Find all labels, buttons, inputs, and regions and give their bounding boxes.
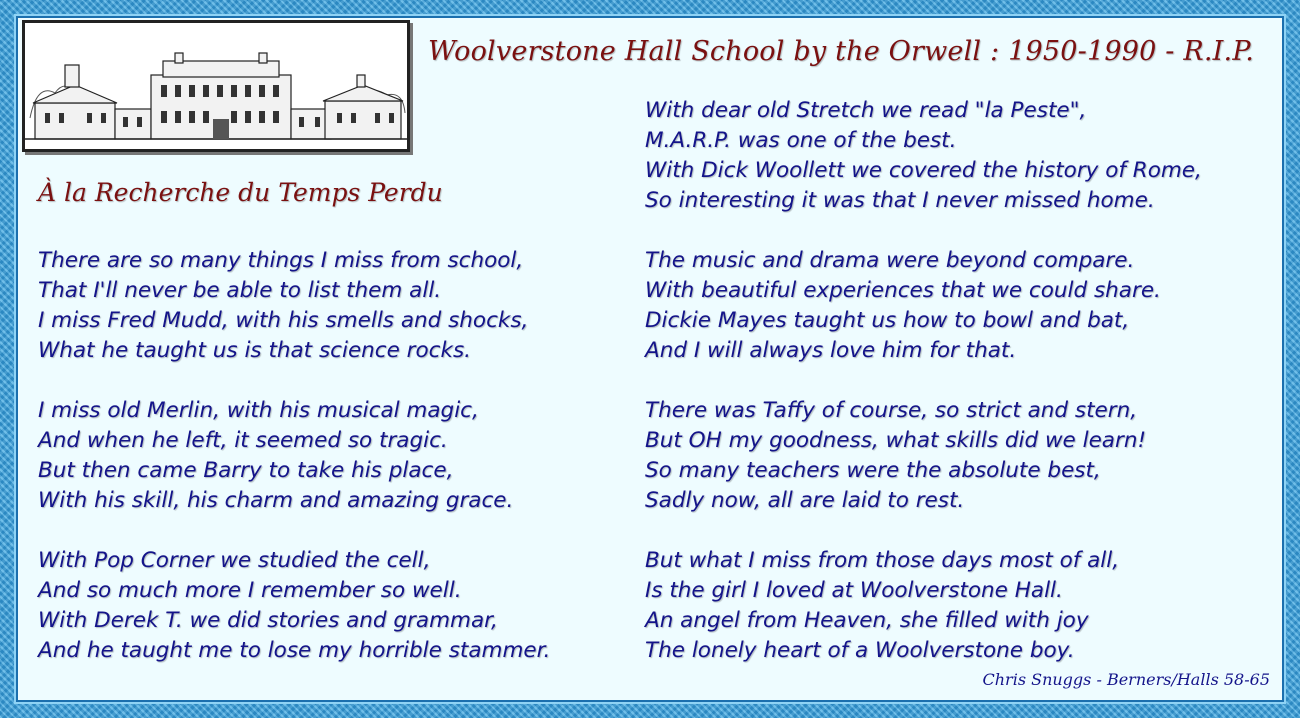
poem-line: An angel from Heaven, she filled with joy bbox=[645, 608, 1089, 633]
poem-line: Dickie Mayes taught us how to bowl and bat, bbox=[645, 308, 1130, 333]
poem-left-column bbox=[38, 246, 550, 696]
poem-line: There was Taffy of course, so strict and stern, bbox=[645, 398, 1138, 423]
site-title: Woolverstone Hall School by the Orwell : 1950-1990 - R.I.P. bbox=[428, 36, 1255, 67]
poem-line: And I will always love him for that. bbox=[645, 338, 1017, 363]
stanza bbox=[38, 246, 550, 366]
poem-line: But OH my goodness, what skills did we learn! bbox=[645, 428, 1147, 453]
poem-line: So interesting it was that I never missed home. bbox=[645, 188, 1155, 213]
poem-line: The music and drama were beyond compare. bbox=[645, 248, 1135, 273]
poem-line: With Derek T. we did stories and grammar, bbox=[38, 608, 498, 633]
poem-line: I miss old Merlin, with his musical magic, bbox=[38, 398, 479, 423]
poem-right-column bbox=[645, 96, 1202, 696]
poem-line: And so much more I remember so well. bbox=[38, 578, 462, 603]
building-sketch-icon bbox=[25, 23, 407, 149]
hall-sketch-image bbox=[22, 20, 410, 152]
stanza bbox=[645, 96, 1202, 216]
poem-line: M.A.R.P. was one of the best. bbox=[645, 128, 957, 153]
poem-line: With his skill, his charm and amazing grace. bbox=[38, 488, 514, 513]
poem-line: What he taught us is that science rocks. bbox=[38, 338, 471, 363]
poem-line: So many teachers were the absolute best, bbox=[645, 458, 1101, 483]
poem-line: With Dick Woollett we covered the history of Rome, bbox=[645, 158, 1202, 183]
poem-line: That I'll never be able to list them all. bbox=[38, 278, 442, 303]
poem-line: There are so many things I miss from school, bbox=[38, 248, 524, 273]
poem-line: But what I miss from those days most of all, bbox=[645, 548, 1120, 573]
poem-line: With dear old Stretch we read "la Peste", bbox=[645, 98, 1087, 123]
stanza bbox=[38, 546, 550, 666]
poem-line: With Pop Corner we studied the cell, bbox=[38, 548, 431, 573]
stanza bbox=[645, 396, 1202, 516]
poem-line: I miss Fred Mudd, with his smells and shocks, bbox=[38, 308, 529, 333]
poem-line: Sadly now, all are laid to rest. bbox=[645, 488, 965, 513]
poem-title: À la Recherche du Temps Perdu bbox=[38, 178, 443, 207]
poem-line: And when he left, it seemed so tragic. bbox=[38, 428, 448, 453]
poem-line: And he taught me to lose my horrible stammer. bbox=[38, 638, 551, 663]
stanza bbox=[38, 396, 550, 516]
poem-line: Is the girl I loved at Woolverstone Hall. bbox=[645, 578, 1063, 603]
stanza bbox=[645, 246, 1202, 366]
poem-line: The lonely heart of a Woolverstone boy. bbox=[645, 638, 1075, 663]
poem-line: But then came Barry to take his place, bbox=[38, 458, 454, 483]
author-signature: Chris Snuggs - Berners/Halls 58-65 bbox=[982, 670, 1270, 689]
stanza bbox=[645, 546, 1202, 666]
poem-line: With beautiful experiences that we could share. bbox=[645, 278, 1161, 303]
